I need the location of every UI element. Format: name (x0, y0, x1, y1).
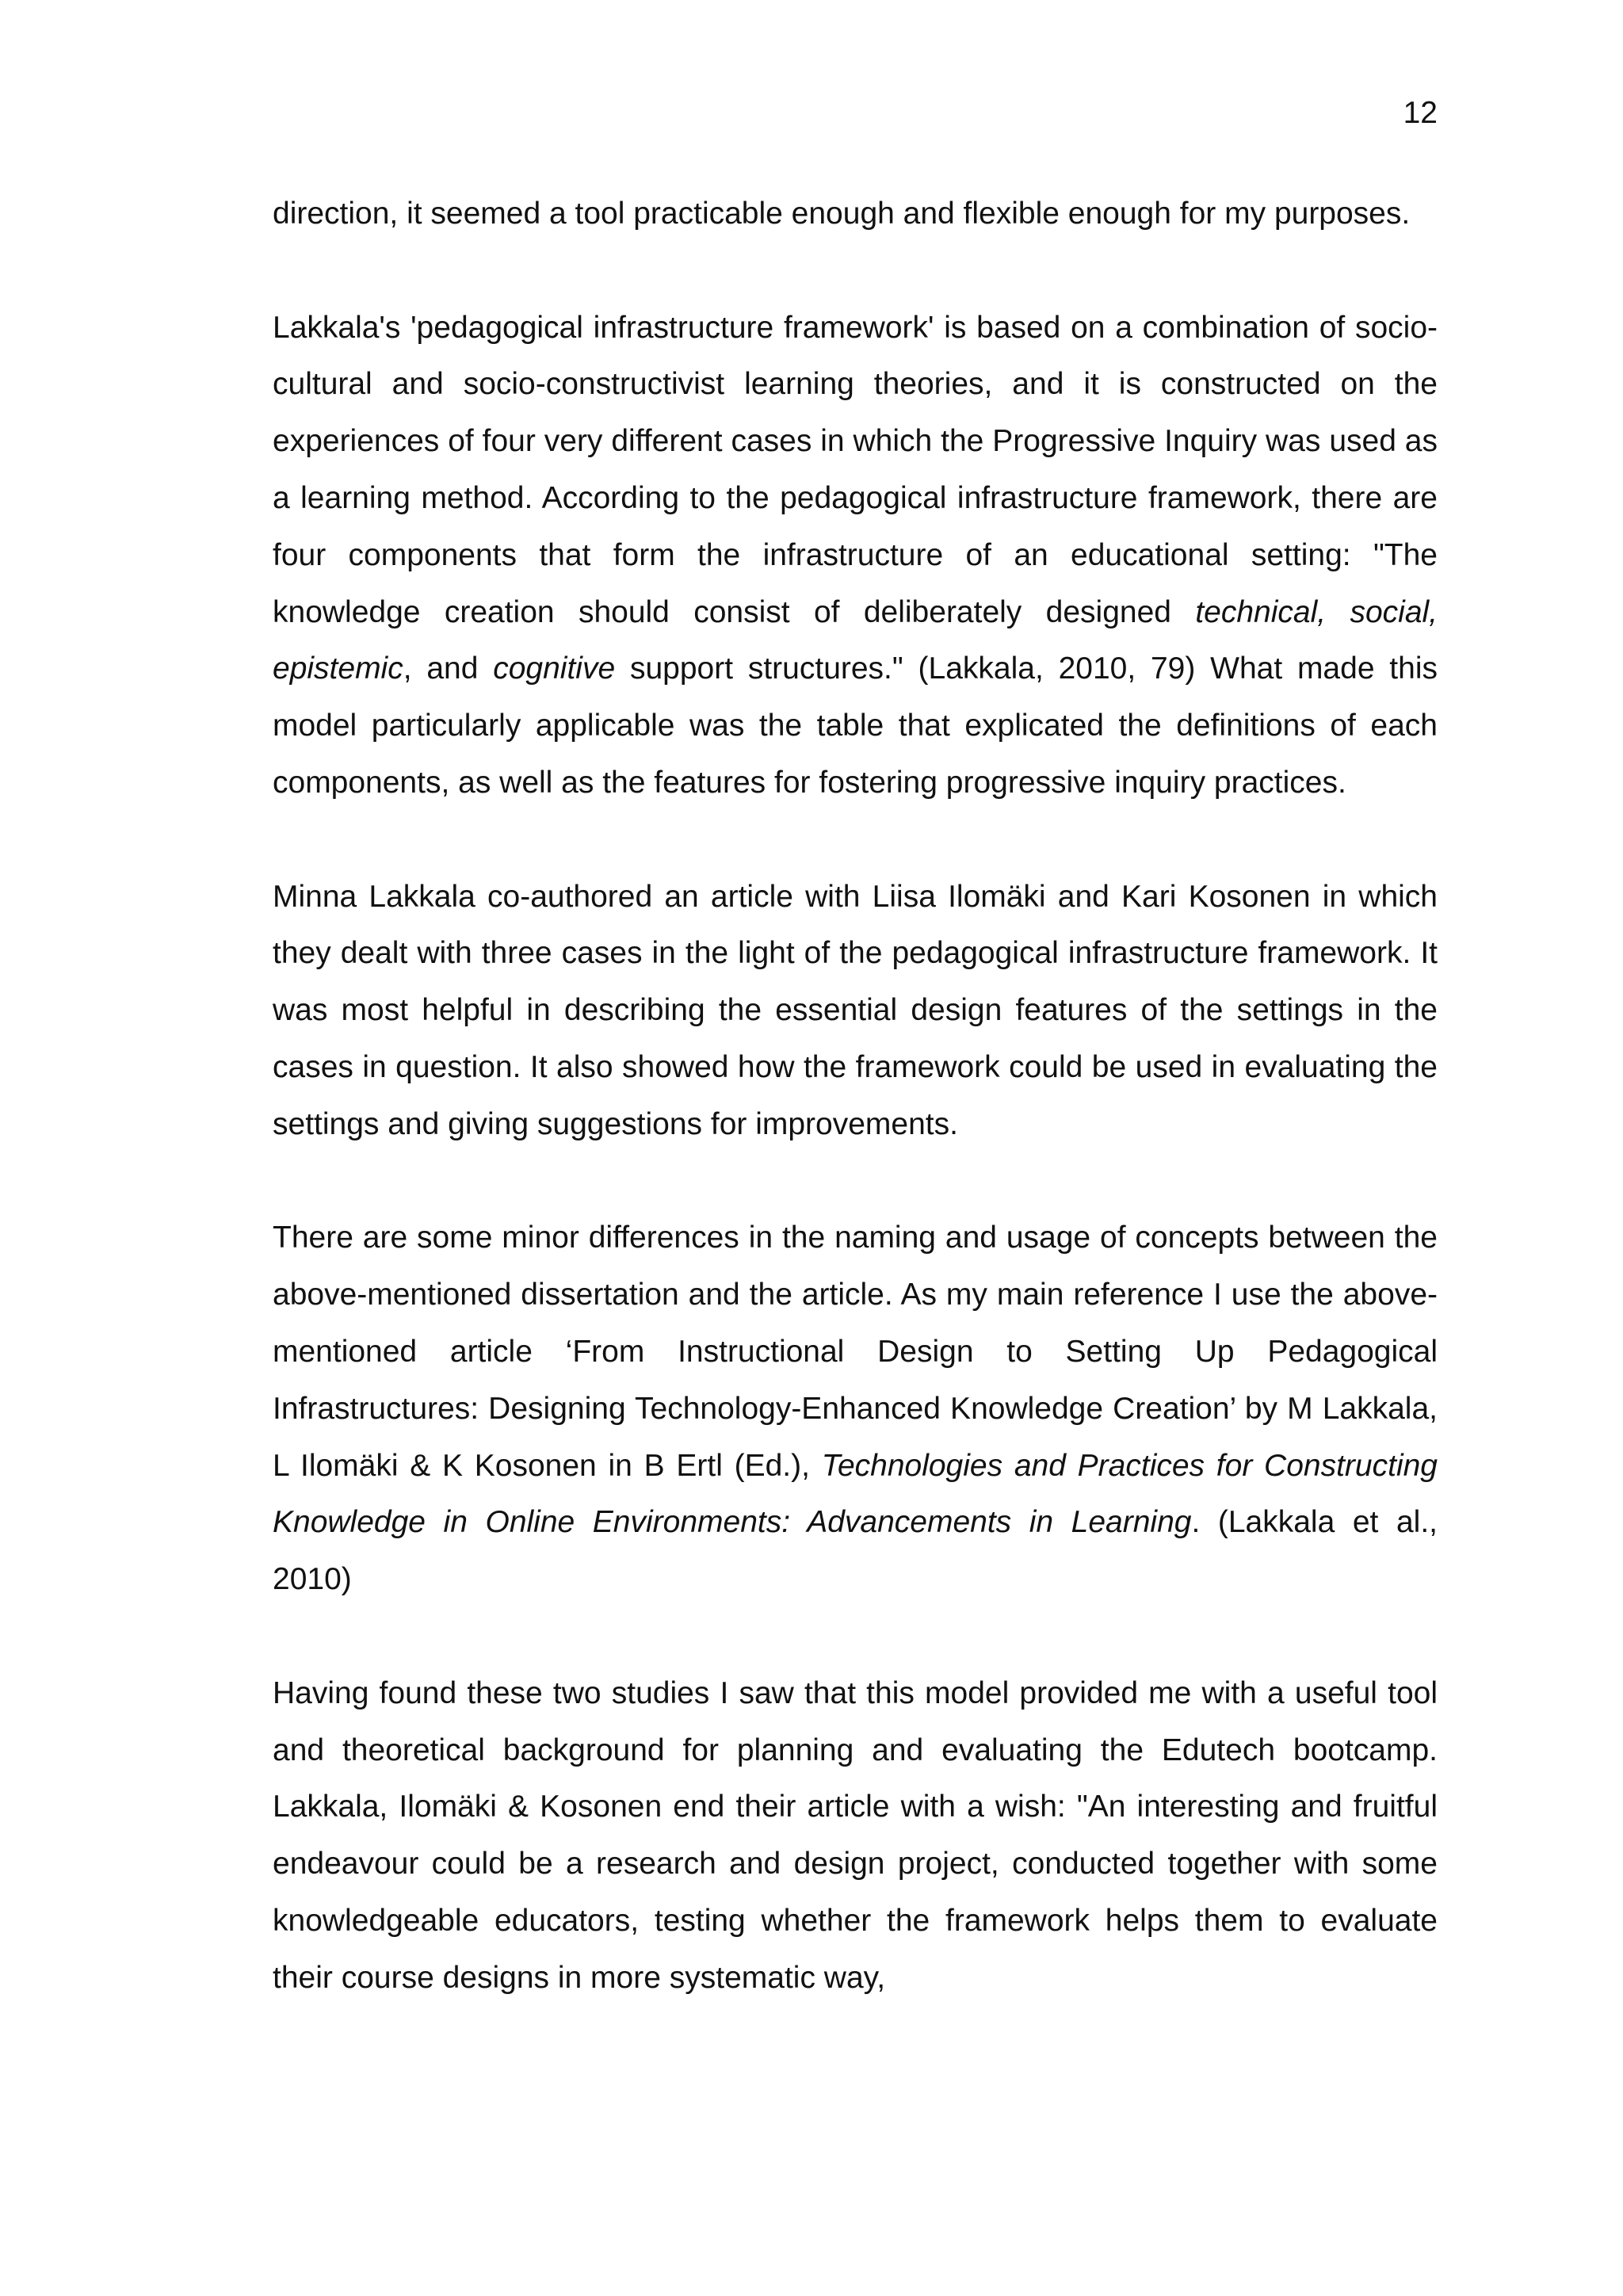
text-segment: Having found these two studies I saw that this model provided me with a useful tool and theoretical background for planning and evaluating the Edutech bootcamp. Lakkala, Ilomäki & Kosonen end their article with a wish: "An interesting and fruitful endeavour could be a research and design project, conducted together with some knowledgeable educators, testing whether the framework helps them to evaluate their course designs in more systematic way, (273, 1675, 1438, 1995)
italic-text: cognitive (493, 651, 616, 686)
text-segment: There are some minor differences in the naming and usage of concepts between the above-mentioned dissertation and the article. As my main reference I use the above-mentioned article ‘From Instructional Design to Setting Up Pedagogical Infrastructures: Designing Technology-Enhanced Knowledge Creation’ by M Lakkala, L Ilomäki & K Kosonen in B Ertl (Ed.), (273, 1221, 1438, 1483)
page-number: 12 (1403, 96, 1438, 130)
text-segment: , and (403, 651, 494, 686)
paragraph (273, 185, 1438, 243)
text-segment: Lakkala's 'pedagogical infrastructure framework' is based on a combination of socio-cultural and socio-constructivist learning theories, and it is constructed on the experiences of four very different cases in which the Progressive Inquiry was used as a learning method. According to the pedagogical infrastructure framework, there are four components that form the infrastructure of an educational setting: "The knowledge creation should consist of deliberately designed (273, 310, 1438, 629)
italic-text: Technologies and Practices for Constructing Knowledge in Online Environments: Advancements in Learning (273, 1448, 1438, 1540)
text-segment: Minna Lakkala co-authored an article with Liisa Ilomäki and Kari Kosonen in which they dealt with three cases in the light of the pedagogical infrastructure framework. It was most helpful in describing the essential design features of the settings in the cases in question. It also showed how the framework could be used in evaluating the settings and giving suggestions for improvements. (273, 879, 1438, 1141)
text-segment: . (Lakkala et al., 2010) (273, 1505, 1438, 1597)
italic-text: technical, social, epistemic (273, 594, 1438, 686)
paragraph (273, 1209, 1438, 1608)
paragraph (273, 300, 1438, 812)
paragraph (273, 869, 1438, 1153)
text-segment: direction, it seemed a tool practicable enough and flexible enough for my purposes. (273, 197, 1411, 231)
text-segment: support structures." (Lakkala, 2010, 79) What made this model particularly applicable was the table that explicated the definitions of each components, as well as the features for fostering progressive inquiry practices. (273, 651, 1438, 800)
paragraph (273, 1665, 1438, 2007)
body-text (273, 185, 1438, 2007)
